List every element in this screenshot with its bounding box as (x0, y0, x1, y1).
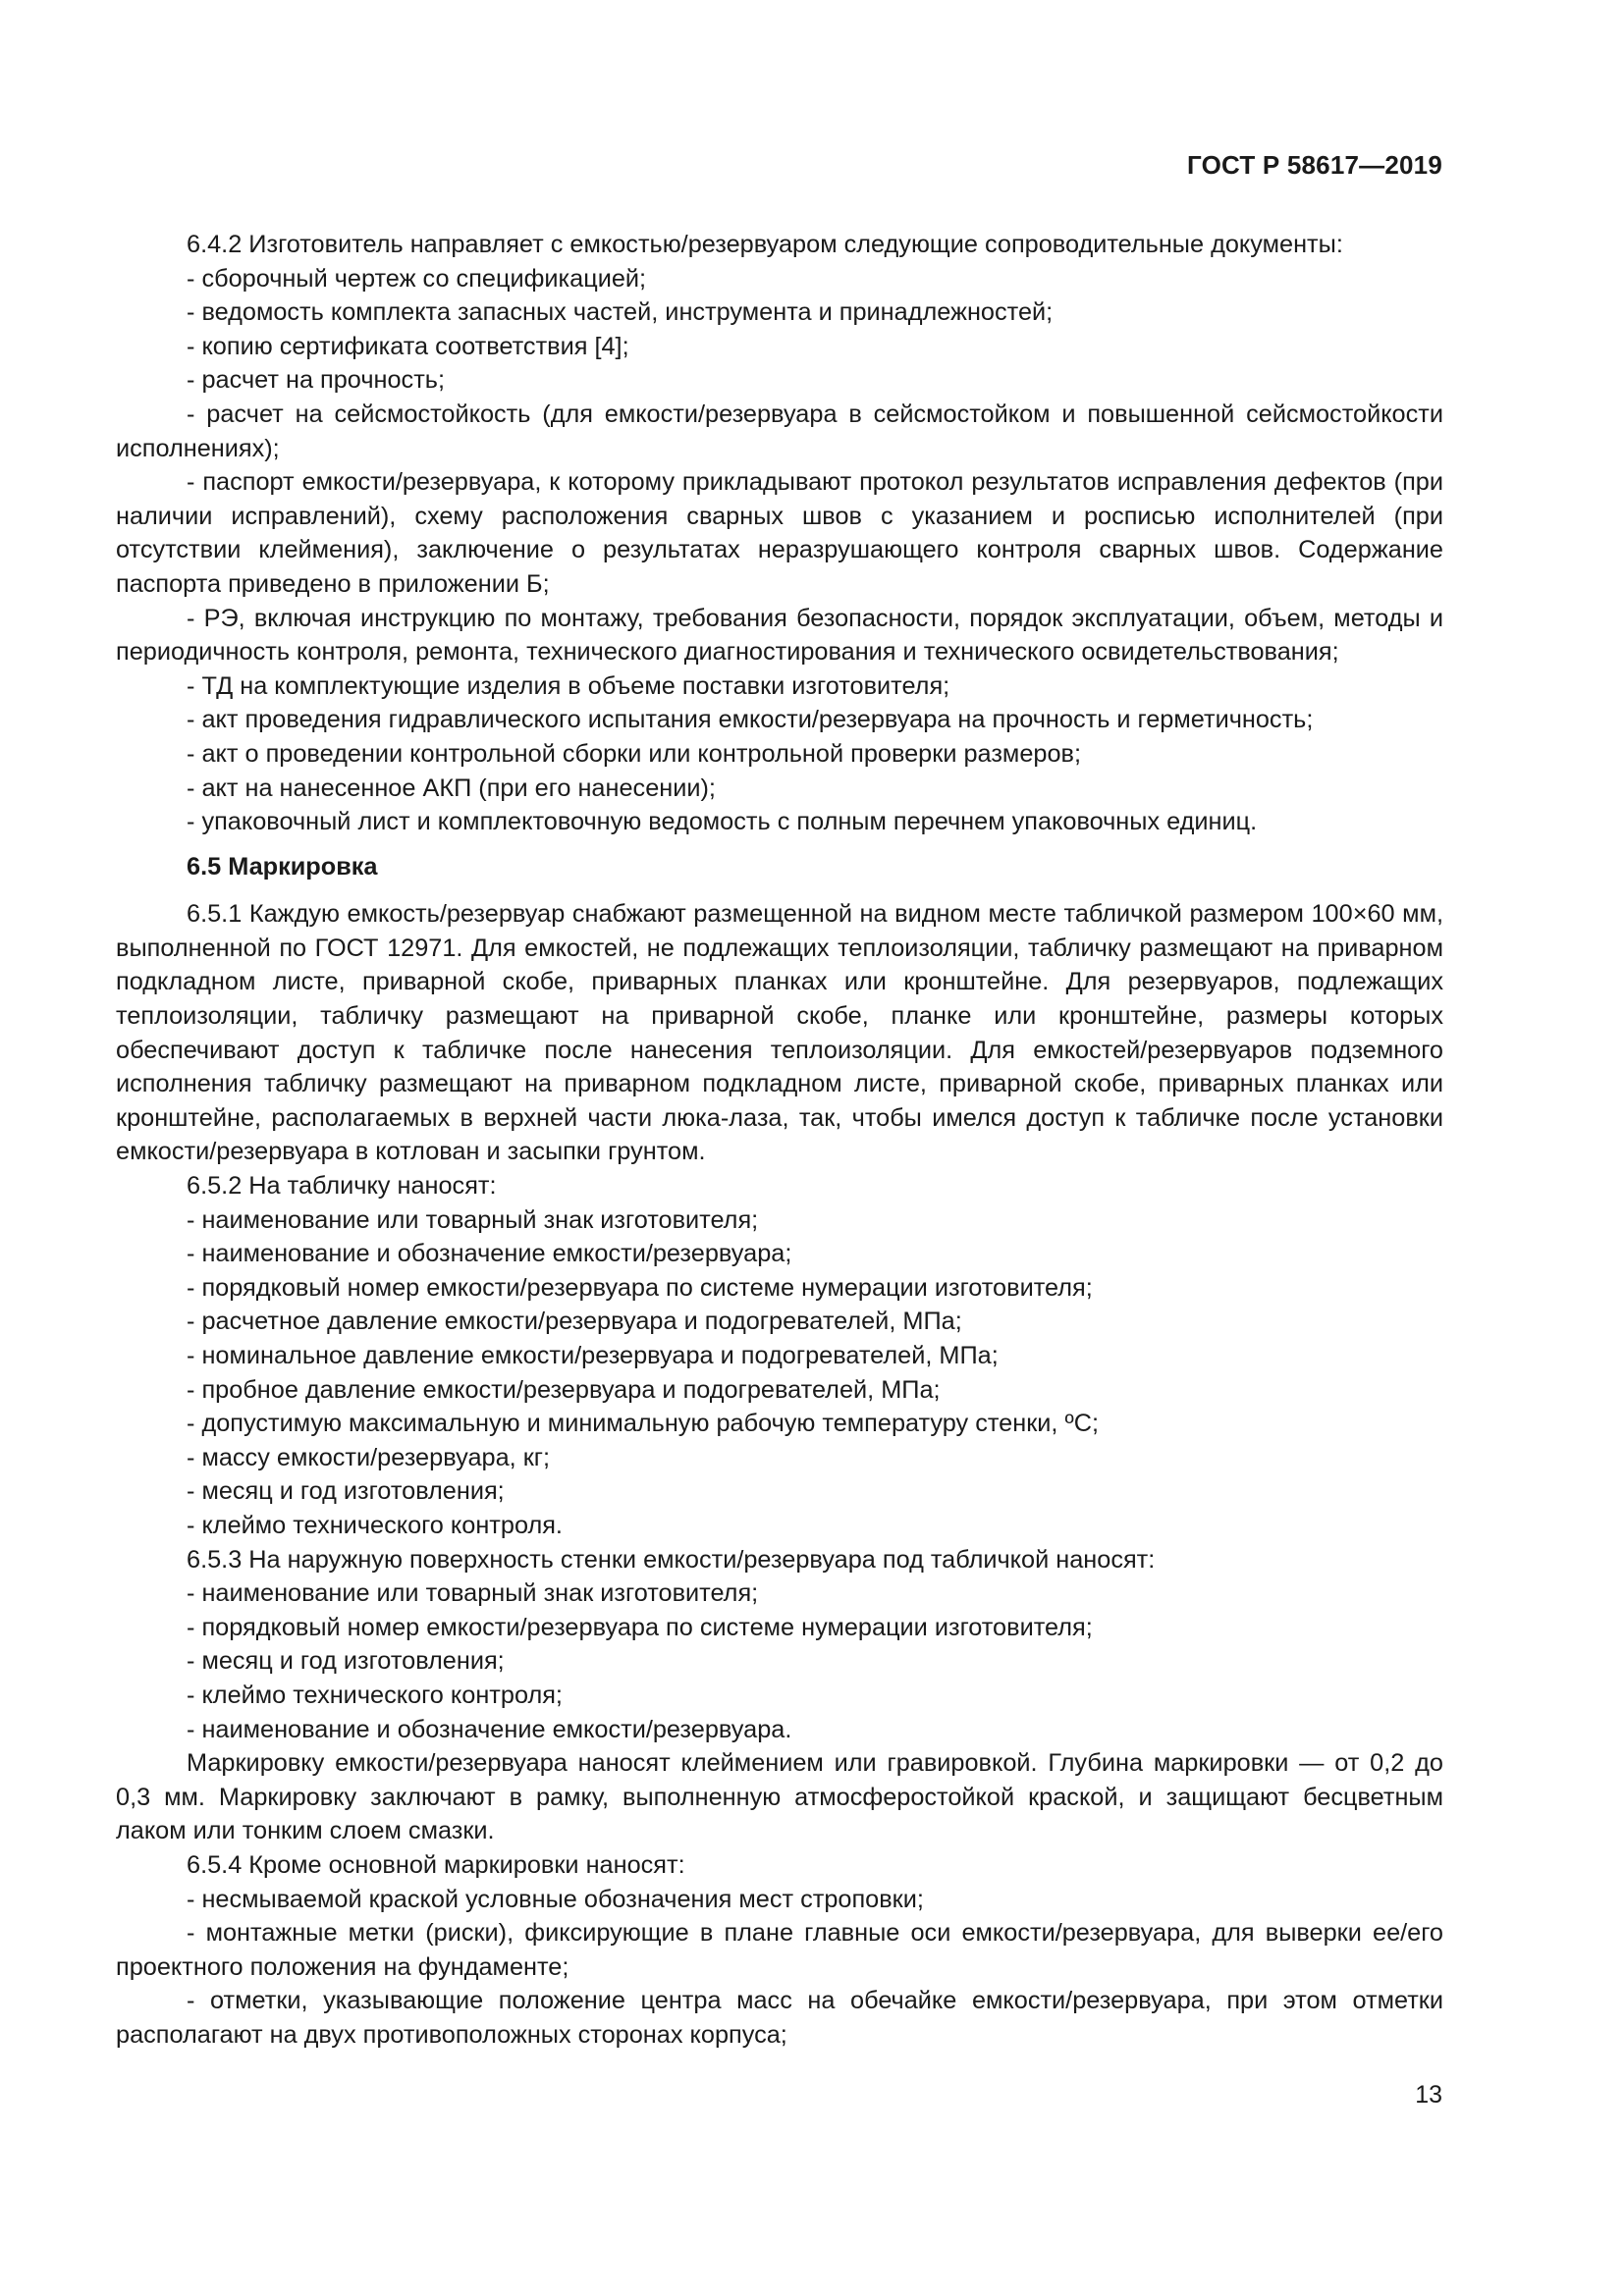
clause-6-5-4: 6.5.4 Кроме основной маркировки наносят: (187, 1850, 685, 1879)
list-item: - номинальное давление емкости/резервуара и подогревателей, МПа; (187, 1342, 999, 1369)
clause-6-5-3: 6.5.3 На наружную поверхность стенки емкости/резервуара под табличкой наносят: (187, 1545, 1156, 1574)
list-item: - ведомость комплекта запасных частей, инструмента и принадлежностей; (187, 298, 1054, 327)
list-item: - клеймо технического контроля; (187, 1681, 563, 1709)
document-body (116, 228, 1443, 2052)
list-item: - массу емкости/резервуара, кг; (187, 1443, 551, 1471)
list-item: - месяц и год изготовления; (187, 1647, 505, 1676)
list-item: - отметки, указывающие положение центра масс на обечайке емкости/резервуара, при этом отметки располагают на двух противоположных сторонах корпуса; (116, 1987, 1443, 2049)
page-number: 13 (1415, 2081, 1442, 2109)
clause-6-5-2: 6.5.2 На табличку наносят: (187, 1172, 497, 1201)
marking-paragraph: Маркировку емкости/резервуара наносят клеймением или гравировкой. Глубина маркировки — от 0,2 до 0,3 мм. Маркировку заключают в рамку, выполненную атмосферостойкой краской, и защищают бесцветным лаком или тонким слоем смазки. (116, 1749, 1443, 1845)
list-item: - клеймо технического контроля. (187, 1511, 563, 1539)
list-item: - месяц и год изготовления; (187, 1477, 505, 1506)
list-item: - наименование и обозначение емкости/резервуара. (187, 1715, 792, 1743)
list-item: - акт на нанесенное АКП (при его нанесении); (187, 774, 716, 802)
list-item: - паспорт емкости/резервуара, к которому прикладывают протокол результатов исправления дефектов (при наличии исправлений), схему расположения сварных швов с указанием и росписью исполнителей (при отсутствии клеймения), заключение о результатах неразрушающего контроля сварных швов. Содержание паспорта приведено в приложении Б; (116, 468, 1443, 598)
clause-6-4-2: 6.4.2 Изготовитель направляет с емкостью/резервуаром следующие сопроводительные документы: (187, 231, 1343, 258)
list-item: - наименование или товарный знак изготовителя; (187, 1579, 759, 1608)
document-code-header: ГОСТ Р 58617—2019 (1187, 150, 1442, 180)
list-item: - порядковый номер емкости/резервуара по системе нумерации изготовителя; (187, 1273, 1093, 1302)
list-item: - допустимую максимальную и минимальную рабочую температуру стенки, ºС; (187, 1410, 1100, 1438)
list-item: - акт проведения гидравлического испытания емкости/резервуара на прочность и герметичность; (187, 706, 1314, 734)
clause-6-5-1: 6.5.1 Каждую емкость/резервуар снабжают размещенной на видном месте табличкой размером 100×60 мм, выполненной по ГОСТ 12971. Для емкостей, не подлежащих теплоизоляции, табличку размещают на приварном подкладном листе, приварной скобе, приварных планках или кронштейне. Для резервуаров, подлежащих теплоизоляции, табличку размещают на приварной скобе, планке или кронштейне, размеры которых обеспечивают доступ к табличке после нанесения теплоизоляции. Для емкостей/резервуаров подземного исполнения табличку размещают на приварном подкладном листе, приварной скобе, приварных планках или кронштейне, располагаемых в верхней части люка-лаза, так, чтобы имелся доступ к табличке после установки емкости/резервуара в котлован и засыпки грунтом. (116, 900, 1443, 1166)
list-item: - расчет на сейсмостойкость (для емкости/резервуара в сейсмостойком и повышенной сейсмостойкости исполнениях); (116, 400, 1443, 462)
section-heading-6-5: 6.5 Маркировка (187, 852, 378, 881)
list-item: - РЭ, включая инструкцию по монтажу, требования безопасности, порядок эксплуатации, объем, методы и периодичность контроля, ремонта, технического диагностирования и технического освидетельствования; (116, 604, 1443, 667)
list-item: - сборочный чертеж со спецификацией; (187, 264, 647, 293)
list-item: - расчетное давление емкости/резервуара и подогревателей, МПа; (187, 1308, 962, 1336)
list-item: - пробное давление емкости/резервуара и подогревателей, МПа; (187, 1375, 941, 1404)
list-item: - несмываемой краской условные обозначения мест строповки; (187, 1885, 924, 1913)
list-item: - акт о проведении контрольной сборки или контрольной проверки размеров; (187, 739, 1081, 768)
list-item: - упаковочный лист и комплектовочную ведомость с полным перечнем упаковочных единиц. (187, 808, 1258, 836)
list-item: - наименование или товарный знак изготовителя; (187, 1205, 759, 1234)
list-item: - копию сертификата соответствия [4]; (187, 332, 629, 360)
list-item: - порядковый номер емкости/резервуара по системе нумерации изготовителя; (187, 1613, 1093, 1641)
list-item: - наименование и обозначение емкости/резервуара; (187, 1240, 792, 1268)
list-item: - расчет на прочность; (187, 366, 445, 395)
list-item: - ТД на комплектующие изделия в объеме поставки изготовителя; (187, 671, 950, 700)
list-item: - монтажные метки (риски), фиксирующие в плане главные оси емкости/резервуара, для выверки ее/его проектного положения на фундаменте; (116, 1919, 1443, 1981)
